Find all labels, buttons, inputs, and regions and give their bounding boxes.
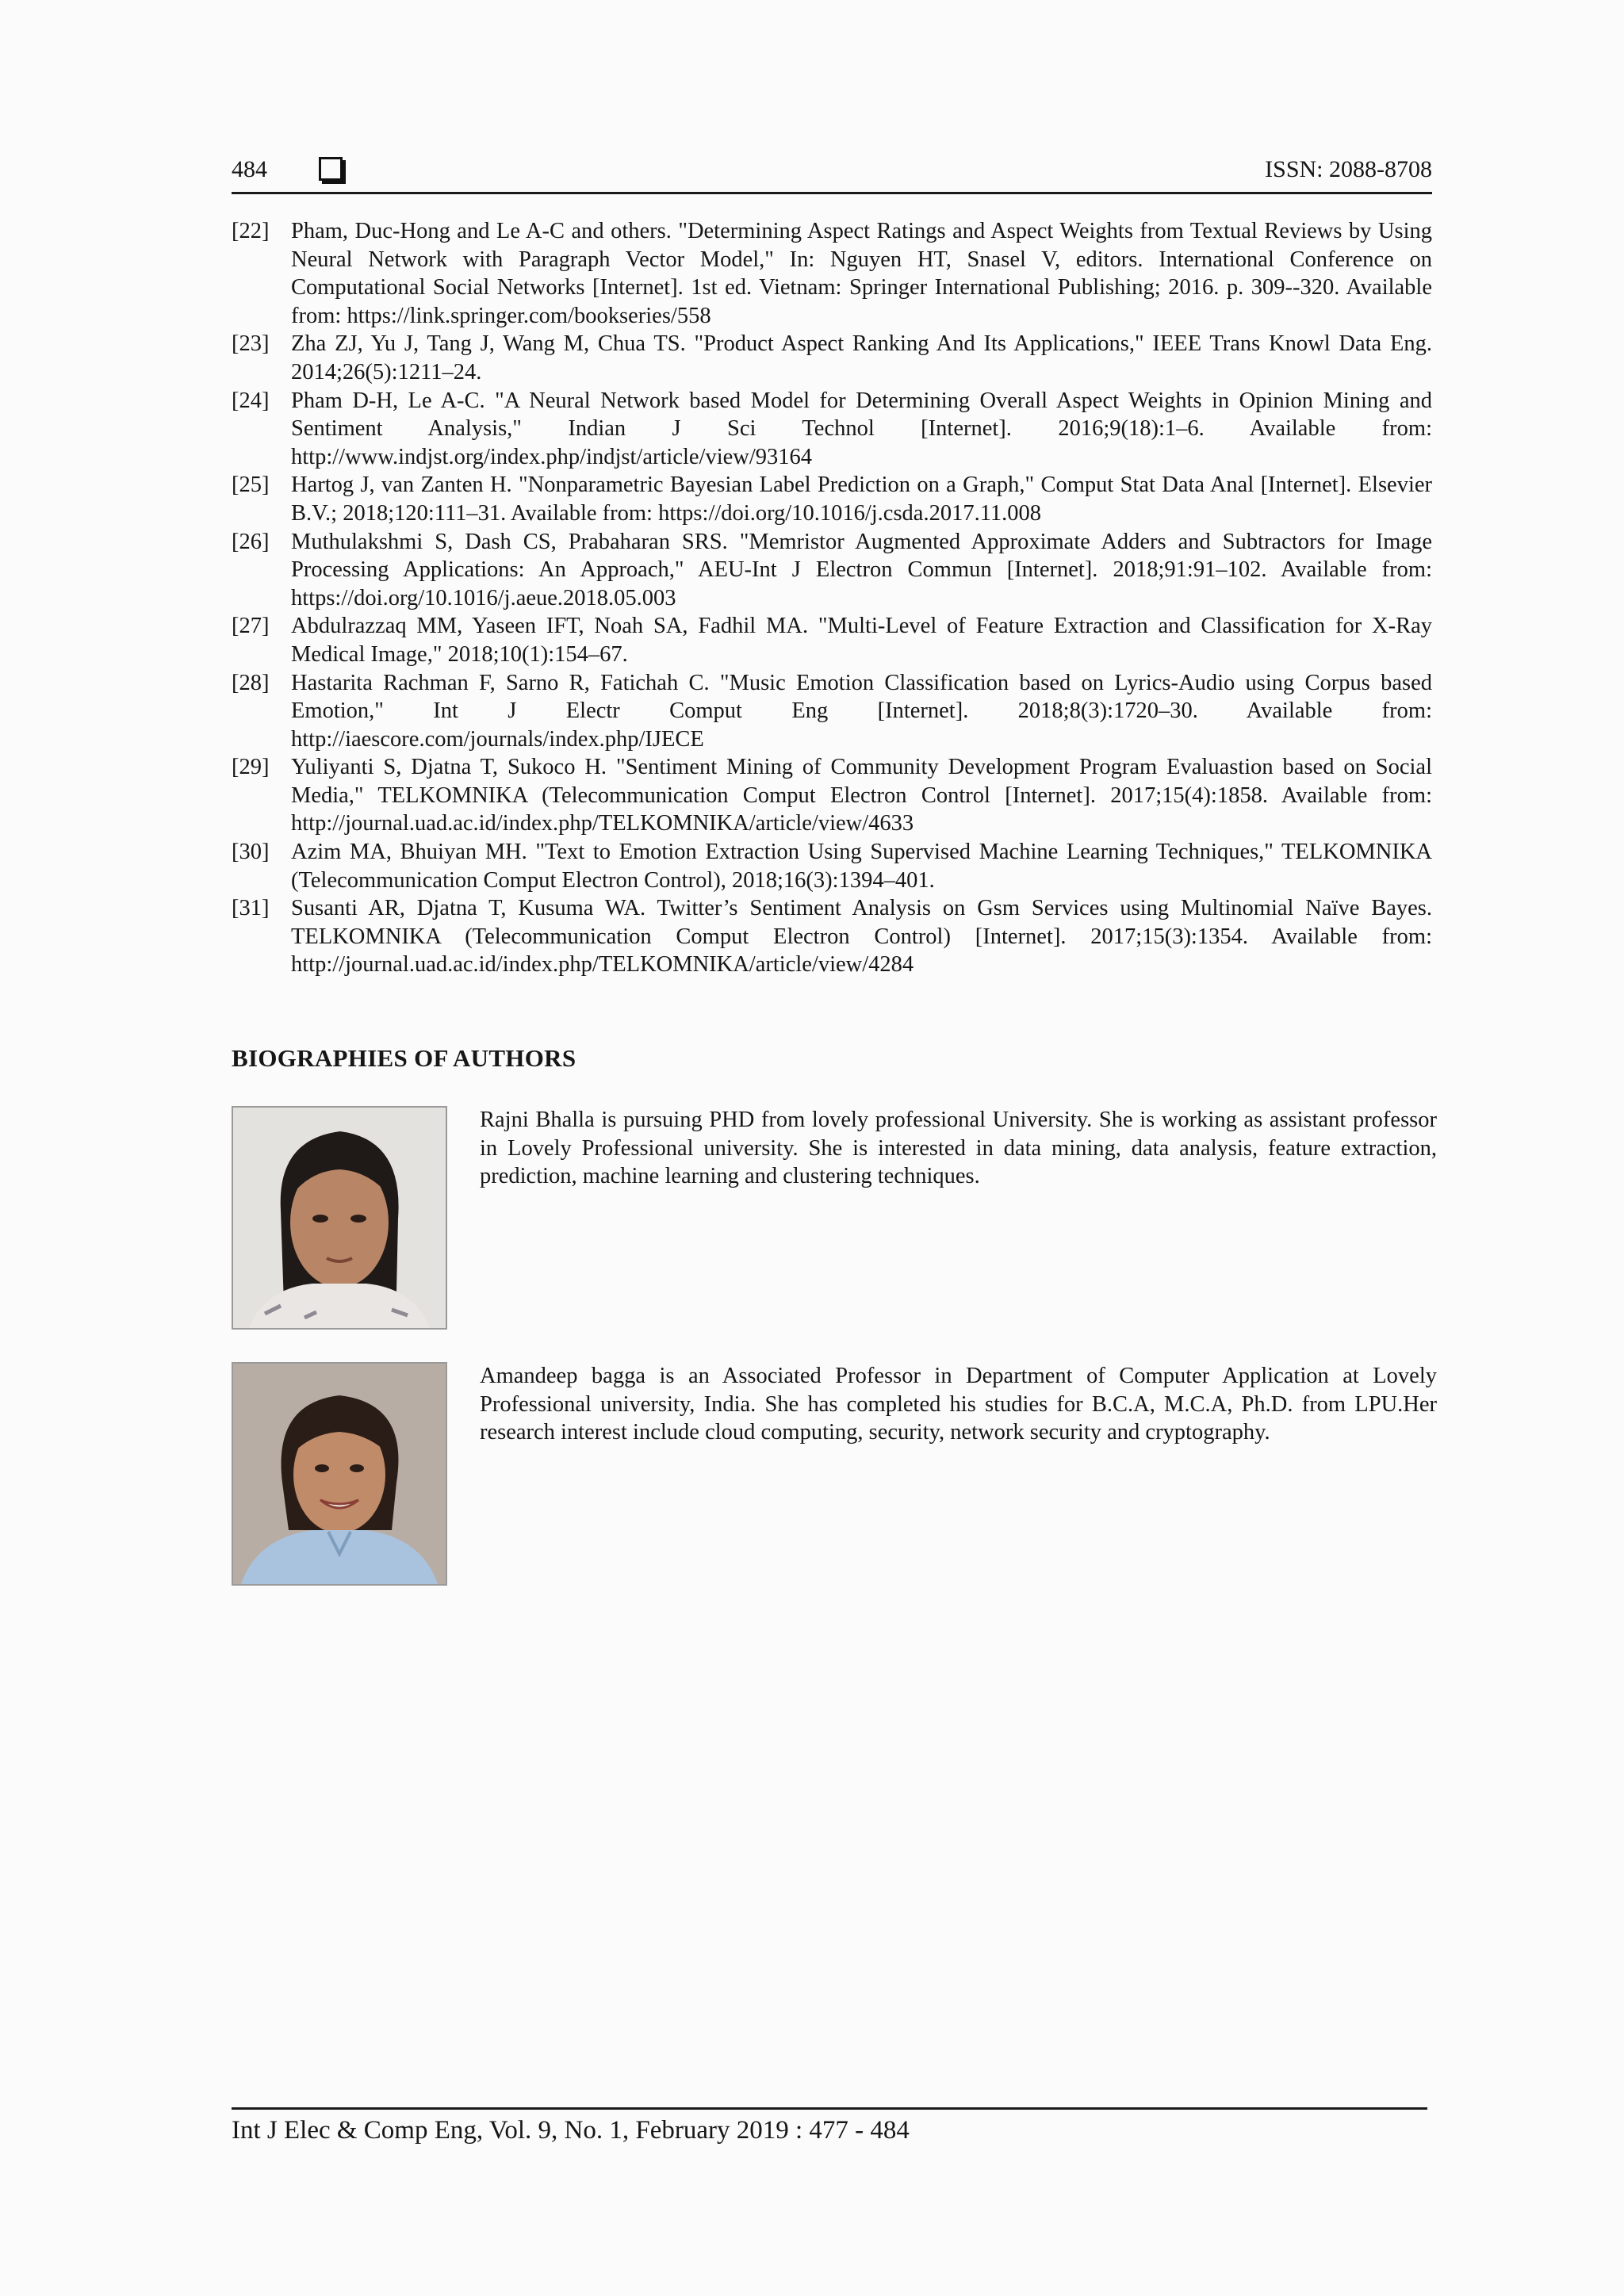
reference-item: [232, 330, 1432, 386]
author-portrait-image: [233, 1108, 446, 1328]
author-photo: [232, 1362, 447, 1586]
reference-item: [232, 528, 1432, 613]
reference-number: [29]: [232, 755, 270, 780]
reference-list: [232, 217, 1432, 979]
reference-item: [232, 471, 1432, 527]
page-header: [232, 155, 1432, 194]
reference-number: [28]: [232, 670, 270, 695]
issn-label: ISSN: 2088-8708: [1265, 156, 1432, 182]
reference-text: Muthulakshmi S, Dash CS, Prabaharan SRS. "Memristor Augmented Approximate Adders and Subtractors for Image Processing Applications: An Approach," AEU-Int J Electron Commun [Internet]. 2018;91:91–102. Available from: https://doi.org/10.1016/j.aeue.2018.05.003: [291, 529, 1432, 610]
reference-text: Azim MA, Bhuiyan MH. "Text to Emotion Extraction Using Supervised Machine Learning Techniques," TELKOMNIKA (Telecommunication Comput Electron Control), 2018;16(3):1394–401.: [291, 840, 1432, 893]
footer-citation: Int J Elec & Comp Eng, Vol. 9, No. 1, February 2019 : 477 - 484: [232, 2116, 910, 2145]
reference-number: [23]: [232, 331, 270, 357]
author-portrait-image: [233, 1364, 446, 1584]
reference-text: Susanti AR, Djatna T, Kusuma WA. Twitter’s Sentiment Analysis on Gsm Services using Multinomial Naïve Bayes. TELKOMNIKA (Telecommunication Comput Electron Control) [Internet]. 2017;15(3):1354. Available from: http://journal.uad.ac.id/index.php/TELKOMNIKA/article/view/4284: [291, 896, 1432, 978]
box-bullet-icon: [319, 157, 343, 181]
page-number: 484: [232, 156, 267, 182]
reference-number: [25]: [232, 473, 270, 498]
reference-text: Abdulrazzaq MM, Yaseen IFT, Noah SA, Fadhil MA. "Multi-Level of Feature Extraction and Classification for X-Ray Medical Image," 2018;10(1):154–67.: [291, 614, 1432, 667]
page-footer: [232, 2107, 1427, 2146]
biographies-heading: BIOGRAPHIES OF AUTHORS: [232, 1044, 576, 1072]
reference-number: [27]: [232, 614, 270, 639]
reference-text: Yuliyanti S, Djatna T, Sukoco H. "Sentiment Mining of Community Development Program Evaluastion based on Social Media," TELKOMNIKA (Telecommunication Comput Electron Control [Internet]. 2017;15(4):1858. Available from: http://journal.uad.ac.id/index.php/TELKOMNIKA/article/view/4633: [291, 755, 1432, 836]
reference-item: [232, 894, 1432, 979]
reference-item: [232, 387, 1432, 472]
reference-text: Hastarita Rachman F, Sarno R, Fatichah C. "Music Emotion Classification based on Lyrics-Audio using Corpus based Emotion," Int J Electr Comput Eng [Internet]. 2018;8(3):1720–30. Available from: http://iaescore.com/journals/index.php/IJECE: [291, 670, 1432, 752]
author-bio: Rajni Bhalla is pursuing PHD from lovely professional University. She is working as assistant professor in Lovely Professional university. She is interested in data mining, data analysis, feature extraction, prediction, machine learning and clustering techniques.: [480, 1108, 1437, 1189]
reference-text: Hartog J, van Zanten H. "Nonparametric Bayesian Label Prediction on a Graph," Comput Stat Data Anal [Internet]. Elsevier B.V.; 2018;120:111–31. Available from: https://doi.org/10.1016/j.csda.2017.11.008: [291, 473, 1432, 526]
reference-number: [24]: [232, 388, 270, 413]
reference-number: [26]: [232, 529, 270, 554]
reference-number: [30]: [232, 840, 270, 865]
reference-text: Zha ZJ, Yu J, Tang J, Wang M, Chua TS. "Product Aspect Ranking And Its Applications," IEEE Trans Knowl Data Eng. 2014;26(5):1211–24.: [291, 331, 1432, 385]
author-photo: [232, 1106, 447, 1330]
author-bio: Amandeep bagga is an Associated Professor in Department of Computer Application at Lovely Professional university, India. She has completed his studies for B.C.A, M.C.A, Ph.D. from LPU.Her research interest include cloud computing, security, network security and cryptography.: [480, 1364, 1437, 1445]
reference-item: [232, 753, 1432, 838]
reference-number: [22]: [232, 219, 270, 243]
reference-item: [232, 838, 1432, 894]
reference-item: [232, 669, 1432, 754]
reference-number: [31]: [232, 896, 270, 921]
reference-text: Pham D-H, Le A-C. "A Neural Network based Model for Determining Overall Aspect Weights in Opinion Mining and Sentiment Analysis," Indian J Sci Technol [Internet]. 2016;9(18):1–6. Available from: http://www.indjst.org/index.php/indjst/article/view/93164: [291, 388, 1432, 469]
reference-item: [232, 217, 1432, 330]
reference-item: [232, 612, 1432, 668]
reference-text: Pham, Duc-Hong and Le A-C and others. "Determining Aspect Ratings and Aspect Weights from Textual Reviews by Using Neural Network with Paragraph Vector Model," In: Nguyen HT, Snasel V, editors. International Conference on Computational Social Networks [Internet]. 1st ed. Vietnam: Springer International Publishing; 2016. p. 309--320. Available from: https://link.springer.com/bookseries/558: [291, 219, 1432, 328]
